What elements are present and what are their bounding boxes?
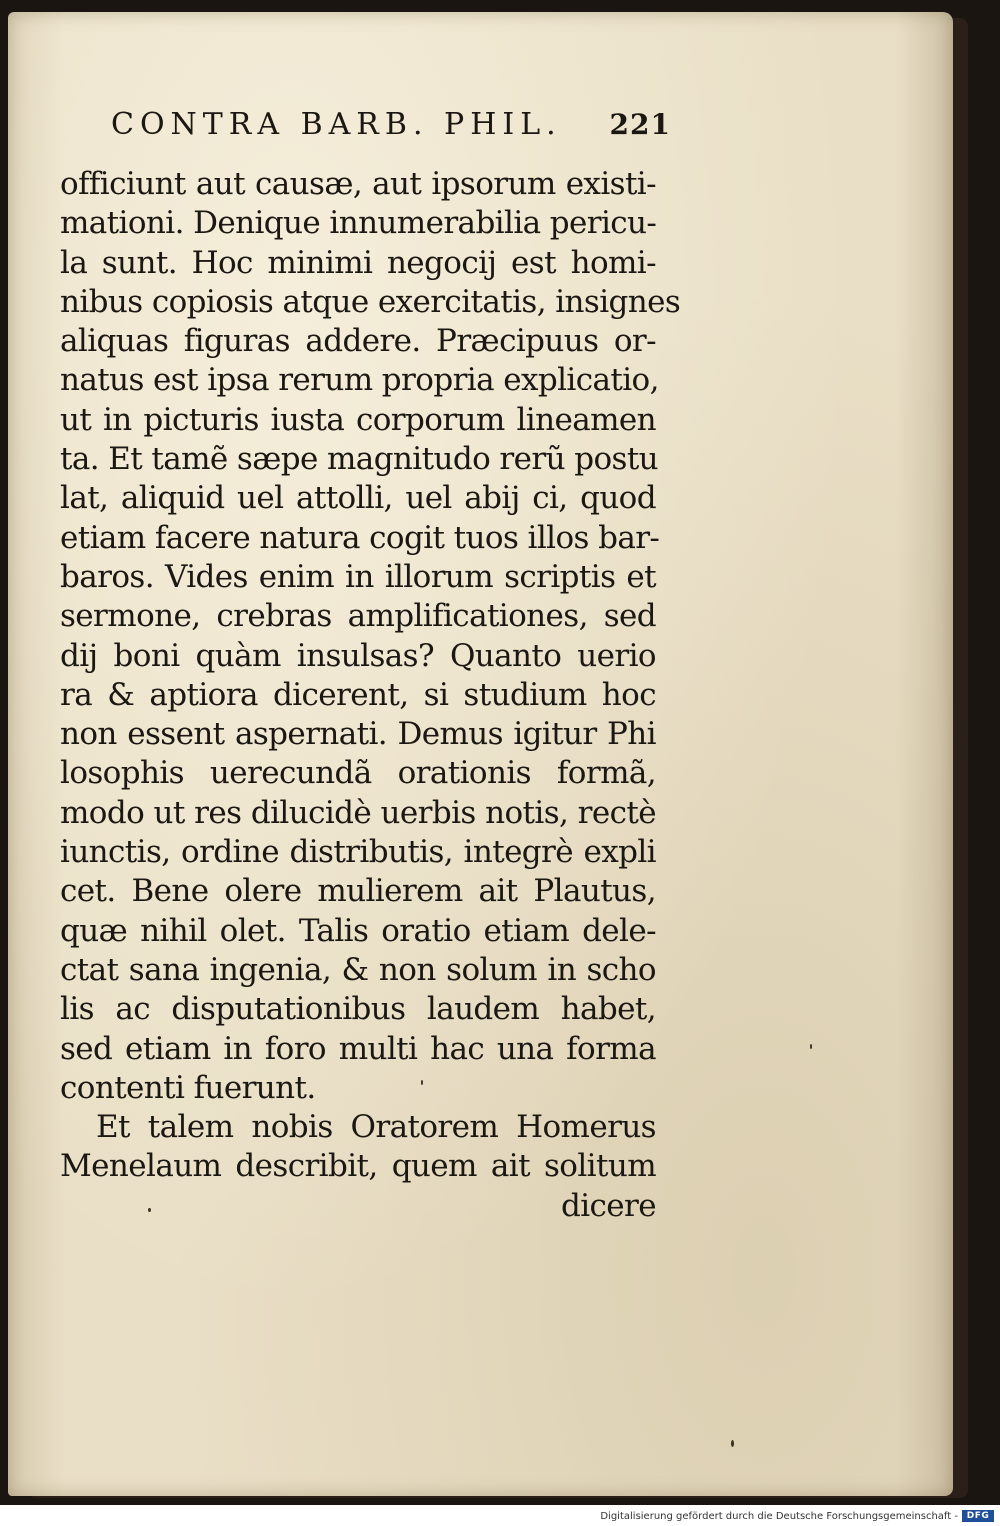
paper-speck xyxy=(148,1208,151,1212)
text-line: nibus copiosis atque exercitatis, insignes xyxy=(60,283,681,320)
text-line: natus est ipsa rerum propria explicatio, xyxy=(60,362,659,399)
catchword: dicere xyxy=(560,1187,656,1224)
book-page xyxy=(8,12,953,1496)
running-title: CONTRA BARB. PHIL. xyxy=(111,107,562,142)
text-line: iunctis, ordine distributis, integrè expli xyxy=(60,834,656,871)
text-line: ra & aptiora dicerent, si studium hoc xyxy=(60,676,656,713)
paper-speck xyxy=(421,1080,423,1085)
text-line: officiunt aut causæ, aut ipsorum existi- xyxy=(60,166,656,202)
paragraph-start-line: Et talem nobis Oratorem Homerus xyxy=(96,1109,656,1146)
text-line: aliquas figuras addere. Præcipuus or- xyxy=(60,323,656,360)
text-line: lis ac disputationibus laudem habet, xyxy=(60,991,656,1028)
text-line: ctat sana ingenia, & non solum in scho xyxy=(60,951,656,988)
text-line: Menelaum describit, quem ait solitum xyxy=(60,1148,656,1185)
text-line: contenti fuerunt. xyxy=(60,1069,316,1106)
text-line: dij boni quàm insulsas? Quanto uerio xyxy=(60,637,656,674)
text-line: quæ nihil olet. Talis oratio etiam dele- xyxy=(60,912,656,949)
text-line: sed etiam in foro multi hac una forma xyxy=(60,1030,656,1067)
text-line: lat, aliquid uel attolli, uel abij ci, quod xyxy=(60,480,656,517)
running-head xyxy=(111,107,671,147)
text-line: ta. Et tamẽ sæpe magnitudo rerũ postu xyxy=(60,441,659,478)
paper-speck xyxy=(731,1440,734,1447)
page-number: 221 xyxy=(609,108,671,141)
paper-speck xyxy=(810,1044,812,1049)
text-line: ut in picturis iusta corporum lineamen xyxy=(60,401,656,438)
dfg-logo: DFG xyxy=(962,1510,994,1522)
body-text xyxy=(60,165,681,1226)
text-line: sermone, crebras amplificationes, sed xyxy=(60,598,656,635)
text-line: modo ut res dilucidè uerbis notis, rectè xyxy=(60,794,656,831)
text-line: non essent aspernati. Demus igitur Phi xyxy=(60,716,656,753)
funding-credit: Digitalisierung gefördert durch die Deutsche Forschungsgemeinschaft - xyxy=(600,1511,958,1522)
text-line: etiam facere natura cogit tuos illos bar- xyxy=(60,519,660,556)
text-line: cet. Bene olere mulierem ait Plautus, xyxy=(60,873,656,910)
text-line: la sunt. Hoc minimi negocij est homi- xyxy=(60,244,656,281)
text-line: baros. Vides enim in illorum scriptis et xyxy=(60,558,656,595)
text-line: losophis uerecundã orationis formã, xyxy=(60,755,656,792)
text-line: mationi. Denique innumerabilia pericu- xyxy=(60,205,657,242)
